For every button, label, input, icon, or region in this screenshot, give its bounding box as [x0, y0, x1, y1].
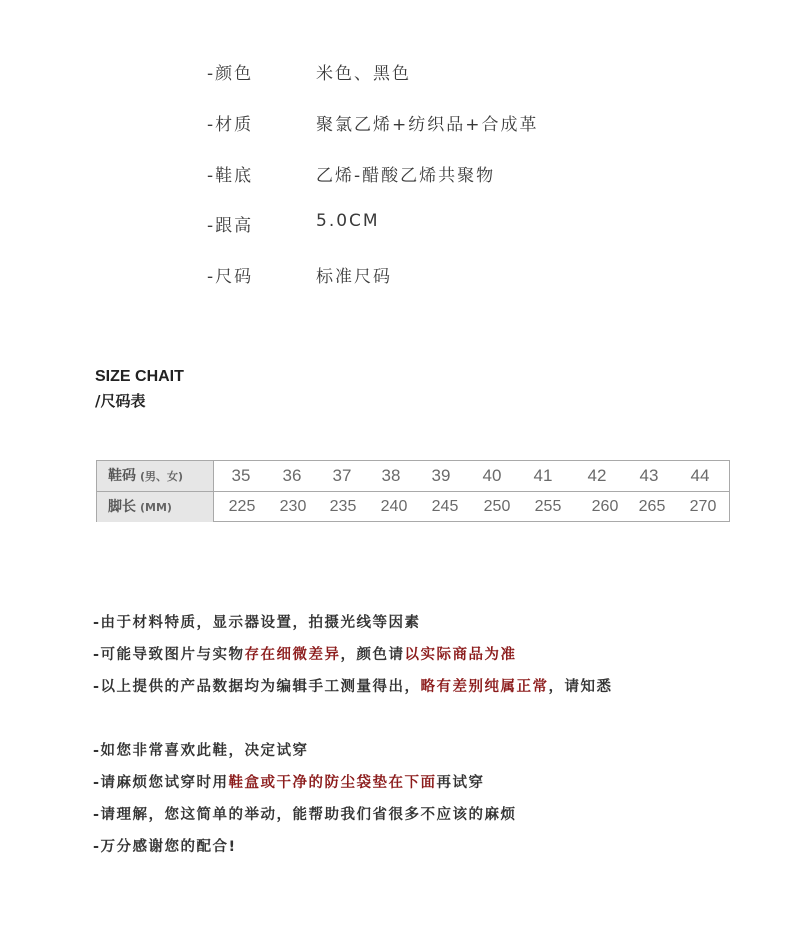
table-cell: 245 — [431, 498, 459, 515]
spec-label: -材质 — [207, 115, 254, 135]
note-text: -由于材料特质，显示器设置，拍摄光线等因素 — [93, 615, 421, 631]
table-cell: 42 — [587, 466, 607, 485]
table-cell: 270 — [689, 498, 717, 515]
spec-label: -尺码 — [207, 267, 254, 287]
table-cell: 225 — [228, 498, 256, 515]
note-line — [93, 803, 517, 824]
table-cell: 260 — [591, 498, 619, 515]
spec-value: 标准尺码 — [316, 267, 392, 287]
size-chart-title: SIZE CHAIT — [95, 368, 184, 385]
table-cell: 235 — [329, 498, 357, 515]
spec-value: 乙烯-醋酸乙烯共聚物 — [316, 166, 496, 186]
table-cell: 36 — [282, 466, 302, 485]
note-line — [93, 675, 613, 696]
table-row-shoe-size — [97, 461, 729, 492]
row-header-label: 脚长 — [108, 499, 136, 515]
note-highlight: 以实际商品为准 — [404, 647, 517, 663]
note-text: -请理解，您这简单的举动，能帮助我们省很多不应该的麻烦 — [93, 807, 517, 823]
note-text: ，请知悉 — [548, 679, 613, 695]
table-cell: 37 — [332, 466, 352, 485]
table-cell: 38 — [381, 466, 401, 485]
note-text: -请麻烦您试穿时用 — [93, 775, 229, 791]
note-text: -可能导致图片与实物 — [93, 647, 245, 663]
row-header-label: 鞋码 — [108, 468, 136, 484]
note-text: ，颜色请 — [340, 647, 405, 663]
row-header-shoe-size — [97, 461, 214, 491]
note-highlight: 鞋盒或干净的防尘袋垫在下面 — [228, 775, 437, 791]
size-table — [96, 460, 730, 522]
note-text: -万分感谢您的配合! — [93, 839, 237, 855]
row-header-foot-length — [97, 492, 214, 522]
spec-label: -跟高 — [207, 216, 254, 236]
note-text: -以上提供的产品数据均为编辑手工测量得出， — [93, 679, 421, 695]
note-text: 再试穿 — [436, 775, 485, 791]
note-line — [93, 771, 485, 792]
table-cell: 39 — [431, 466, 451, 485]
table-cell: 40 — [482, 466, 502, 485]
row-header-unit: (男、女) — [140, 470, 184, 483]
note-text: -如您非常喜欢此鞋，决定试穿 — [93, 743, 309, 759]
note-line — [93, 835, 237, 856]
note-line — [93, 739, 309, 760]
spec-value: 米色、黑色 — [316, 64, 411, 84]
table-cell: 240 — [380, 498, 408, 515]
spec-value: 5.0CM — [316, 211, 380, 231]
spec-value: 聚氯乙烯+纺织品+合成革 — [316, 115, 539, 135]
table-cell: 43 — [639, 466, 659, 485]
table-cell: 230 — [279, 498, 307, 515]
row-header-unit: (MM) — [140, 501, 172, 514]
table-cell: 35 — [231, 466, 251, 485]
size-chart-subtitle: /尺码表 — [95, 392, 146, 410]
note-line — [93, 643, 517, 664]
spec-label: -鞋底 — [207, 166, 254, 186]
table-row-foot-length — [97, 492, 729, 522]
table-cell: 41 — [533, 466, 553, 485]
table-cell: 44 — [690, 466, 710, 485]
note-highlight: 存在细微差异 — [244, 647, 341, 663]
table-cell: 255 — [534, 498, 562, 515]
table-cell: 265 — [638, 498, 666, 515]
table-cell: 250 — [483, 498, 511, 515]
note-highlight: 略有差别纯属正常 — [420, 679, 549, 695]
spec-label: -颜色 — [207, 64, 254, 84]
note-line — [93, 611, 421, 632]
